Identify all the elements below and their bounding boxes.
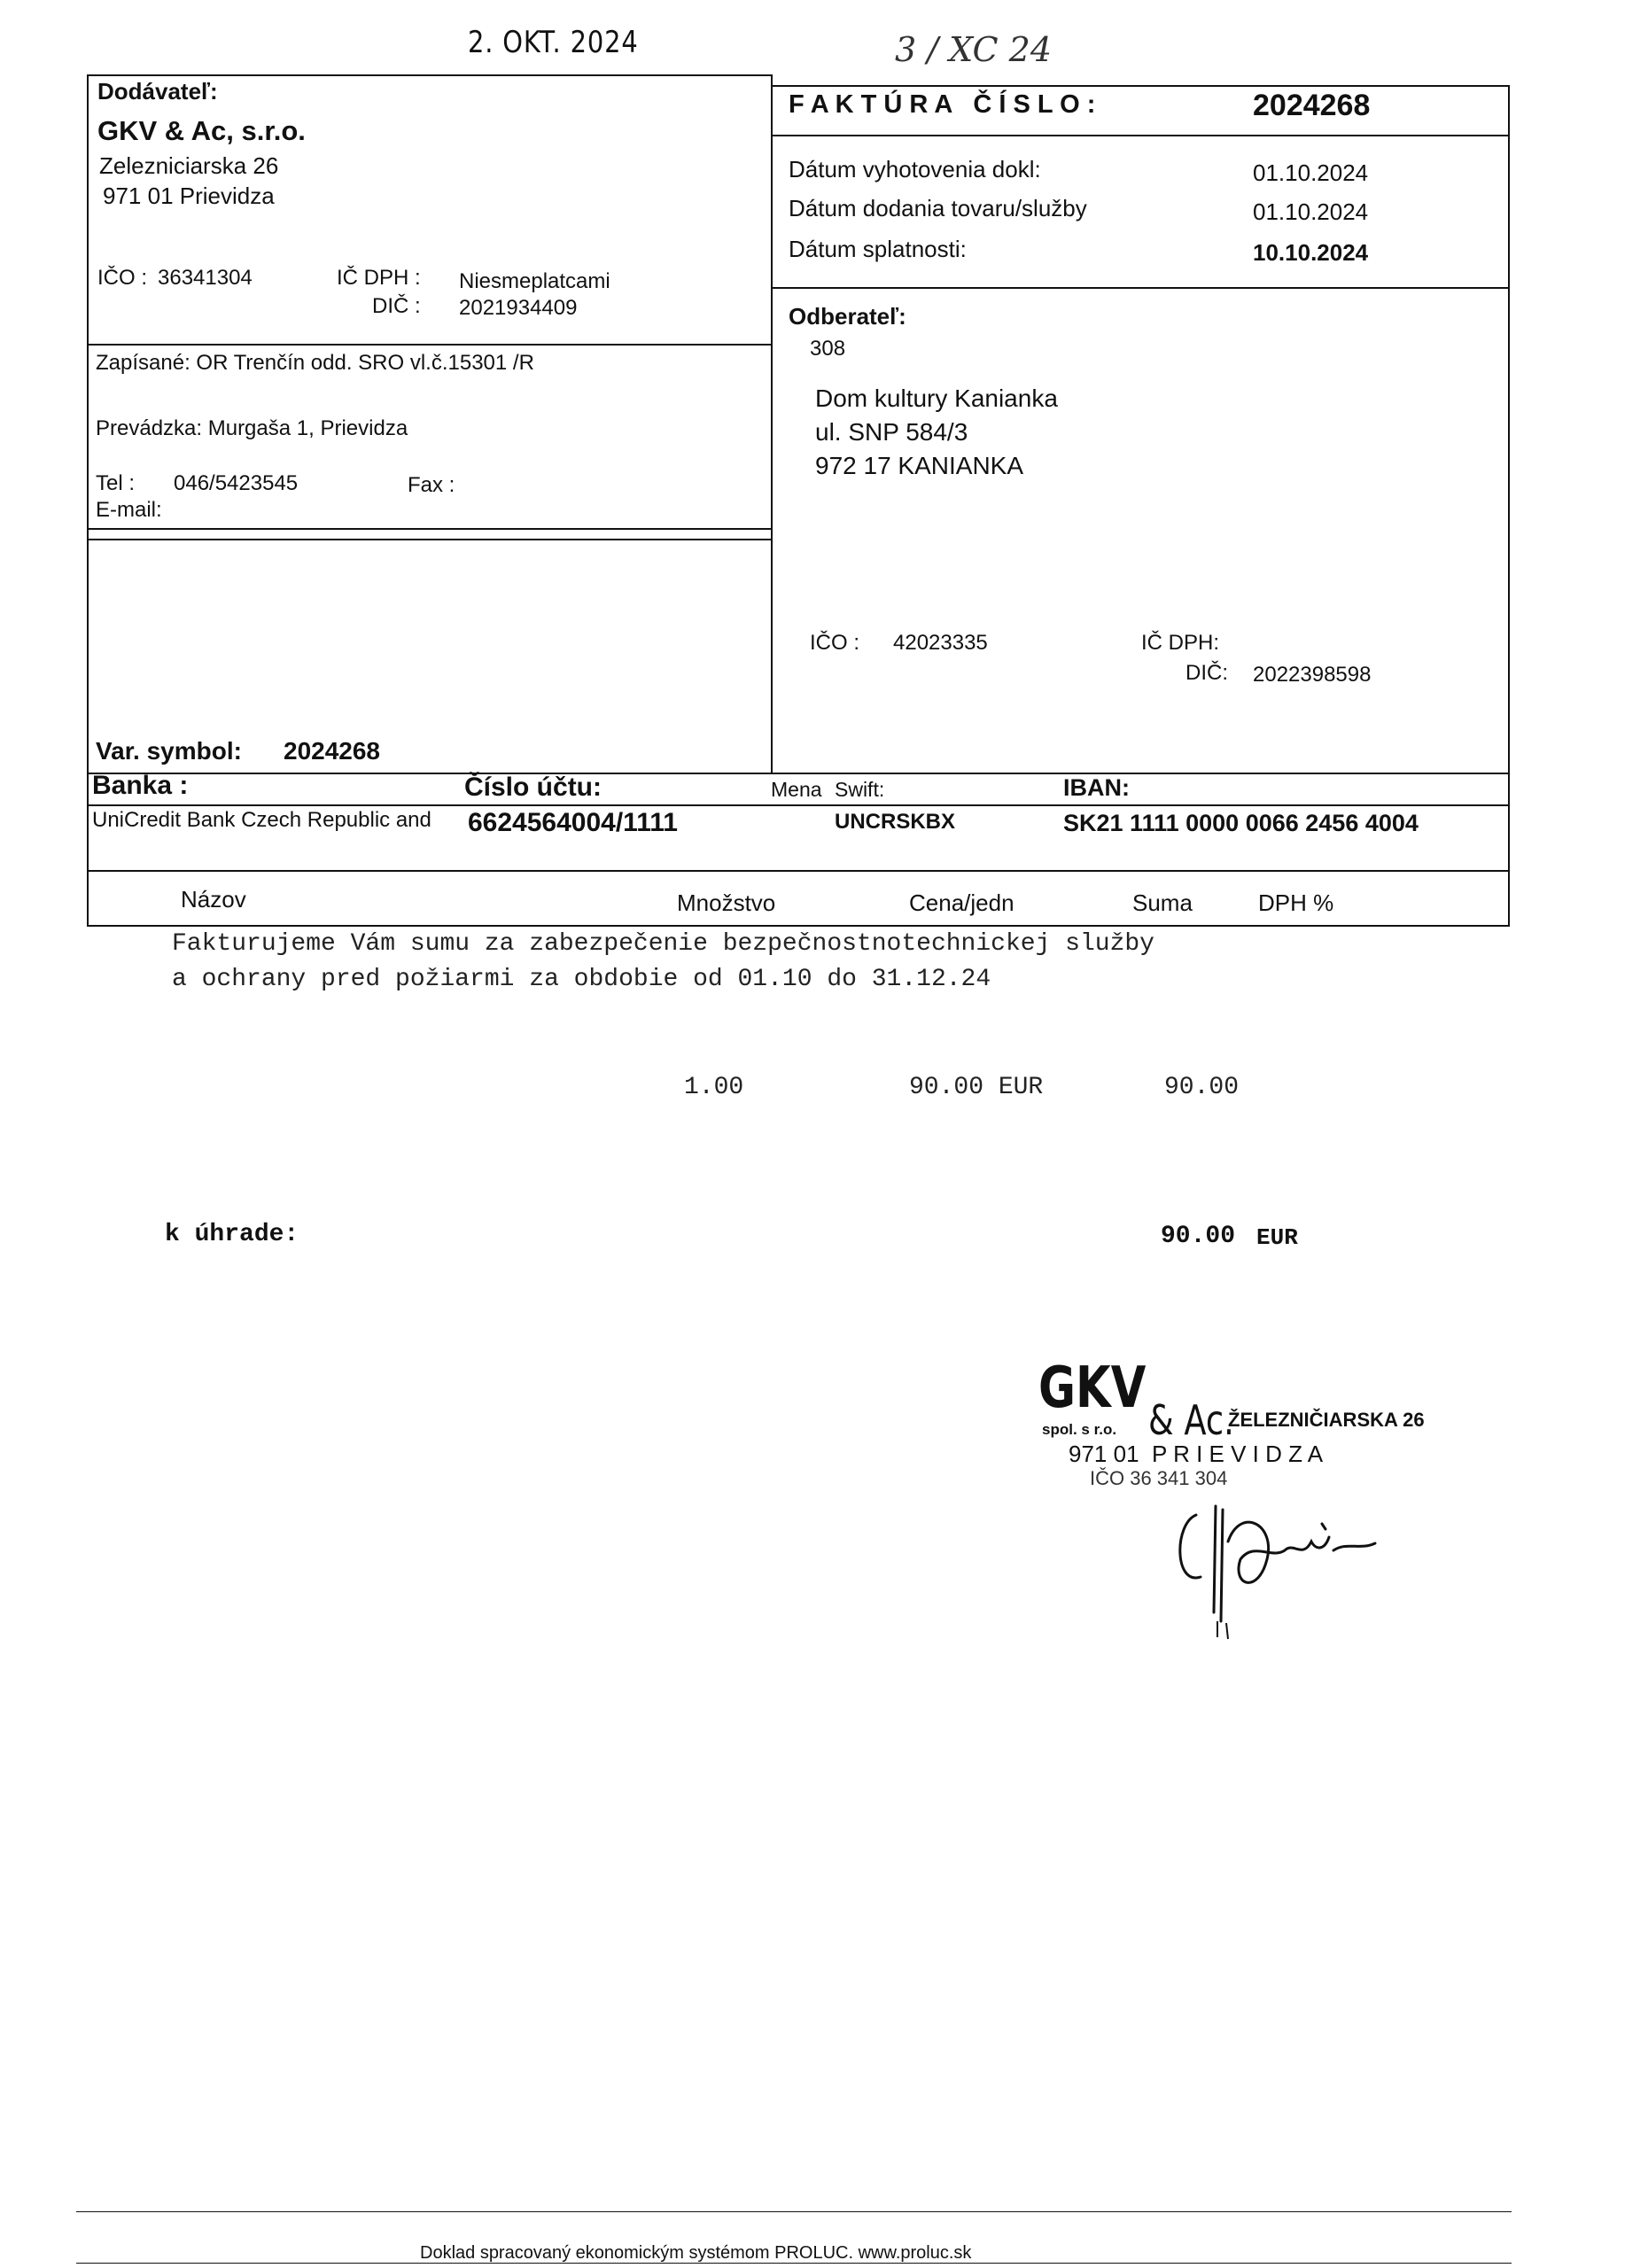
col-sum-header: Suma xyxy=(1132,889,1193,916)
customer-dic-label: DIČ: xyxy=(1185,661,1228,685)
bank-label: Banka : xyxy=(92,771,189,800)
total-label: k úhrade: xyxy=(165,1221,299,1248)
col-unitprice-header: Cena/jedn xyxy=(909,889,1014,916)
supplier-tel-label: Tel : xyxy=(96,471,136,495)
footer-rule-top xyxy=(76,2211,1512,2212)
supplier-icdph-label: IČ DPH : xyxy=(337,266,421,290)
handwritten-reference: 3 / XC 24 xyxy=(895,30,1053,69)
due-date-label: Dátum splatnosti: xyxy=(789,236,967,262)
swift-code: UNCRSKBX xyxy=(835,810,956,834)
delivery-date: 01.10.2024 xyxy=(1253,198,1369,225)
supplier-city: 971 01 Prievidza xyxy=(103,183,275,209)
supplier-contact-divider xyxy=(87,528,773,530)
received-date-stamp: 2. OKT. 2024 xyxy=(468,25,639,60)
issue-date-label: Dátum vyhotovenia dokl: xyxy=(789,156,1041,183)
customer-city: 972 17 KANIANKA xyxy=(815,452,1024,479)
supplier-reg-divider xyxy=(87,344,773,346)
supplier-email-label: E-mail: xyxy=(96,498,162,522)
col-vat-header: DPH % xyxy=(1258,889,1334,916)
supplier-ico: 36341304 xyxy=(158,266,253,290)
var-symbol-value: 2024268 xyxy=(284,737,381,765)
supplier-ico-label: IČO : xyxy=(97,266,148,290)
var-symbol-label: Var. symbol: xyxy=(96,737,242,765)
customer-heading: Odberateľ: xyxy=(789,303,906,330)
account-label: Číslo účtu: xyxy=(464,773,602,802)
account-number: 6624564004/1111 xyxy=(468,808,678,837)
supplier-dic-label: DIČ : xyxy=(372,294,421,318)
due-date: 10.10.2024 xyxy=(1253,239,1369,266)
supplier-tel: 046/5423545 xyxy=(174,471,299,495)
stamp-street: ŽELEZNIČIARSKA 26 xyxy=(1228,1409,1425,1431)
customer-ico: 42023335 xyxy=(893,631,988,655)
stamp-legal: spol. s r.o. xyxy=(1042,1421,1117,1438)
supplier-street: Zelezniciarska 26 xyxy=(99,152,279,179)
stamp-suffix: & Ac. xyxy=(1148,1396,1234,1444)
customer-icdph-label: IČ DPH: xyxy=(1141,631,1220,655)
col-quantity-header: Množstvo xyxy=(677,889,776,916)
customer-dic: 2022398598 xyxy=(1253,663,1372,687)
supplier-fax-label: Fax : xyxy=(408,473,455,497)
customer-code: 308 xyxy=(810,337,846,361)
item-description-line2: a ochrany pred požiarmi za obdobie od 01.10 do 31.12.24 xyxy=(172,966,991,993)
iban-value: SK21 1111 0000 0066 2456 4004 xyxy=(1063,810,1419,836)
delivery-date-label: Dátum dodania tovaru/služby xyxy=(789,195,1087,221)
supplier-registration: Zapísané: OR Trenčín odd. SRO vl.č.15301 /R xyxy=(96,351,534,375)
currency-label: Mena xyxy=(771,778,822,801)
swift-label: Swift: xyxy=(835,778,885,801)
iban-label: IBAN: xyxy=(1063,774,1130,801)
item-unit-price: 90.00 EUR xyxy=(909,1074,1044,1101)
footer-text: Doklad spracovaný ekonomickým systémom PROLUC. www.proluc.sk xyxy=(420,2243,972,2263)
footer-rule-bottom xyxy=(76,2263,1512,2264)
supplier-heading: Dodávateľ: xyxy=(97,78,218,105)
bank-divider xyxy=(87,804,1510,806)
stamp-ico: IČO 36 341 304 xyxy=(1090,1467,1228,1489)
customer-street: ul. SNP 584/3 xyxy=(815,418,968,446)
stamp-city: 971 01 P R I E V I D Z A xyxy=(1069,1441,1324,1467)
supplier-icdph: Niesmeplatcami xyxy=(459,269,610,293)
signature xyxy=(1170,1488,1400,1648)
total-amount: 90.00 xyxy=(1161,1223,1236,1250)
issue-date: 01.10.2024 xyxy=(1253,159,1369,186)
item-description-line1: Fakturujeme Vám sumu za zabezpečenie bezpečnostnotechnickej služby xyxy=(172,930,1154,958)
customer-name: Dom kultury Kanianka xyxy=(815,384,1058,412)
supplier-name: GKV & Ac, s.r.o. xyxy=(97,115,306,146)
invoice-title: F A K T Ú R A Č Í S L O : xyxy=(789,90,1096,119)
customer-box xyxy=(771,287,1510,774)
invoice-number: 2024268 xyxy=(1253,89,1371,122)
item-sum: 90.00 xyxy=(1164,1074,1240,1101)
supplier-branch: Prevádzka: Murgaša 1, Prievidza xyxy=(96,416,408,440)
bank-name: UniCredit Bank Czech Republic and xyxy=(92,808,431,832)
invoice-title-divider xyxy=(771,135,1510,136)
item-quantity: 1.00 xyxy=(684,1074,744,1101)
stamp-logo: GKV xyxy=(1038,1355,1147,1421)
col-name-header: Názov xyxy=(181,886,246,913)
customer-ico-label: IČO : xyxy=(810,631,860,655)
supplier-dic: 2021934409 xyxy=(459,296,578,320)
total-currency: EUR xyxy=(1256,1224,1298,1251)
